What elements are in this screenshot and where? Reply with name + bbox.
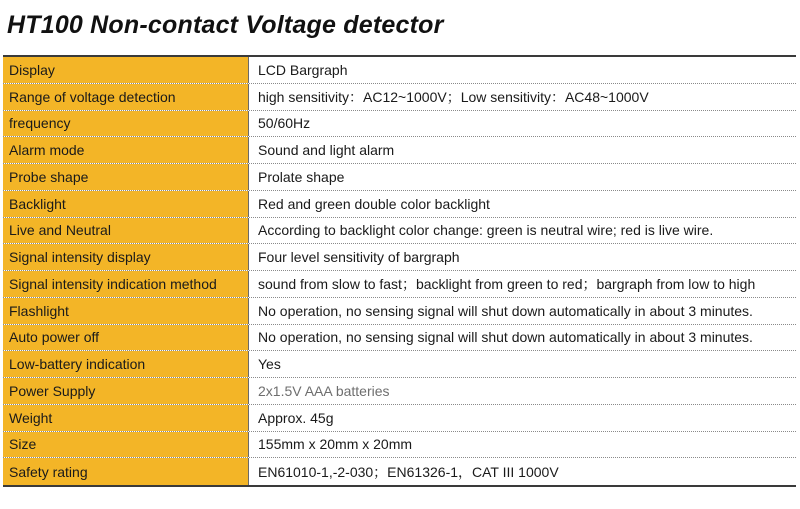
spec-label: Weight [3,405,249,431]
spec-value: No operation, no sensing signal will shut down automatically in about 3 minutes. [258,302,753,319]
spec-row-display [3,57,796,84]
spec-value: Yes [258,356,281,373]
spec-label: Alarm mode [3,137,249,163]
spec-value: sound from slow to fast；backlight from green to red；bargraph from low to high [258,275,756,292]
spec-value: According to backlight color change: green is neutral wire; red is live wire. [258,222,714,239]
spec-value: No operation, no sensing signal will shut down automatically in about 3 minutes. [258,329,753,346]
spec-label: Size [3,432,249,458]
spec-row-power-supply [3,378,796,405]
spec-label: Range of voltage detection [3,84,249,110]
spec-label: Probe shape [3,164,249,190]
spec-value: 50/60Hz [258,115,311,132]
spec-row-safety-rating [3,458,796,485]
spec-row-backlight [3,191,796,218]
spec-value: Approx. 45g [258,409,334,426]
spec-value: Prolate shape [258,168,345,185]
spec-row-low-battery [3,351,796,378]
spec-row-live-neutral [3,218,796,245]
spec-label: Low-battery indication [3,351,249,377]
spec-value: Red and green double color backlight [258,195,490,212]
spec-row-auto-power-off [3,325,796,352]
spec-row-flashlight [3,298,796,325]
spec-label: frequency [3,111,249,137]
spec-value: 155mm x 20mm x 20mm [258,436,413,453]
spec-row-signal-method [3,271,796,298]
spec-value: high sensitivity：AC12~1000V；Low sensitivity：AC48~1000V [258,88,649,105]
spec-value: 2x1.5V AAA batteries [258,382,390,399]
spec-table [3,55,796,487]
spec-label: Signal intensity display [3,244,249,270]
spec-row-probe-shape [3,164,796,191]
spec-row-frequency [3,111,796,138]
spec-value: Four level sensitivity of bargraph [258,249,460,266]
spec-row-weight [3,405,796,432]
spec-label: Live and Neutral [3,218,249,244]
spec-label: Signal intensity indication method [3,271,249,297]
spec-label: Flashlight [3,298,249,324]
spec-label: Backlight [3,191,249,217]
spec-label: Auto power off [3,325,249,351]
spec-row-voltage-range [3,84,796,111]
spec-label: Display [3,57,249,83]
spec-value: Sound and light alarm [258,142,395,159]
page-title: HT100 Non-contact Voltage detector [7,11,444,39]
spec-row-alarm-mode [3,137,796,164]
spec-label: Safety rating [3,458,249,485]
spec-value: LCD Bargraph [258,61,348,78]
spec-value: EN61010-1,-2-030；EN61326-1，CAT III 1000V [258,463,559,480]
spec-row-signal-display [3,244,796,271]
spec-row-size [3,432,796,459]
spec-label: Power Supply [3,378,249,404]
